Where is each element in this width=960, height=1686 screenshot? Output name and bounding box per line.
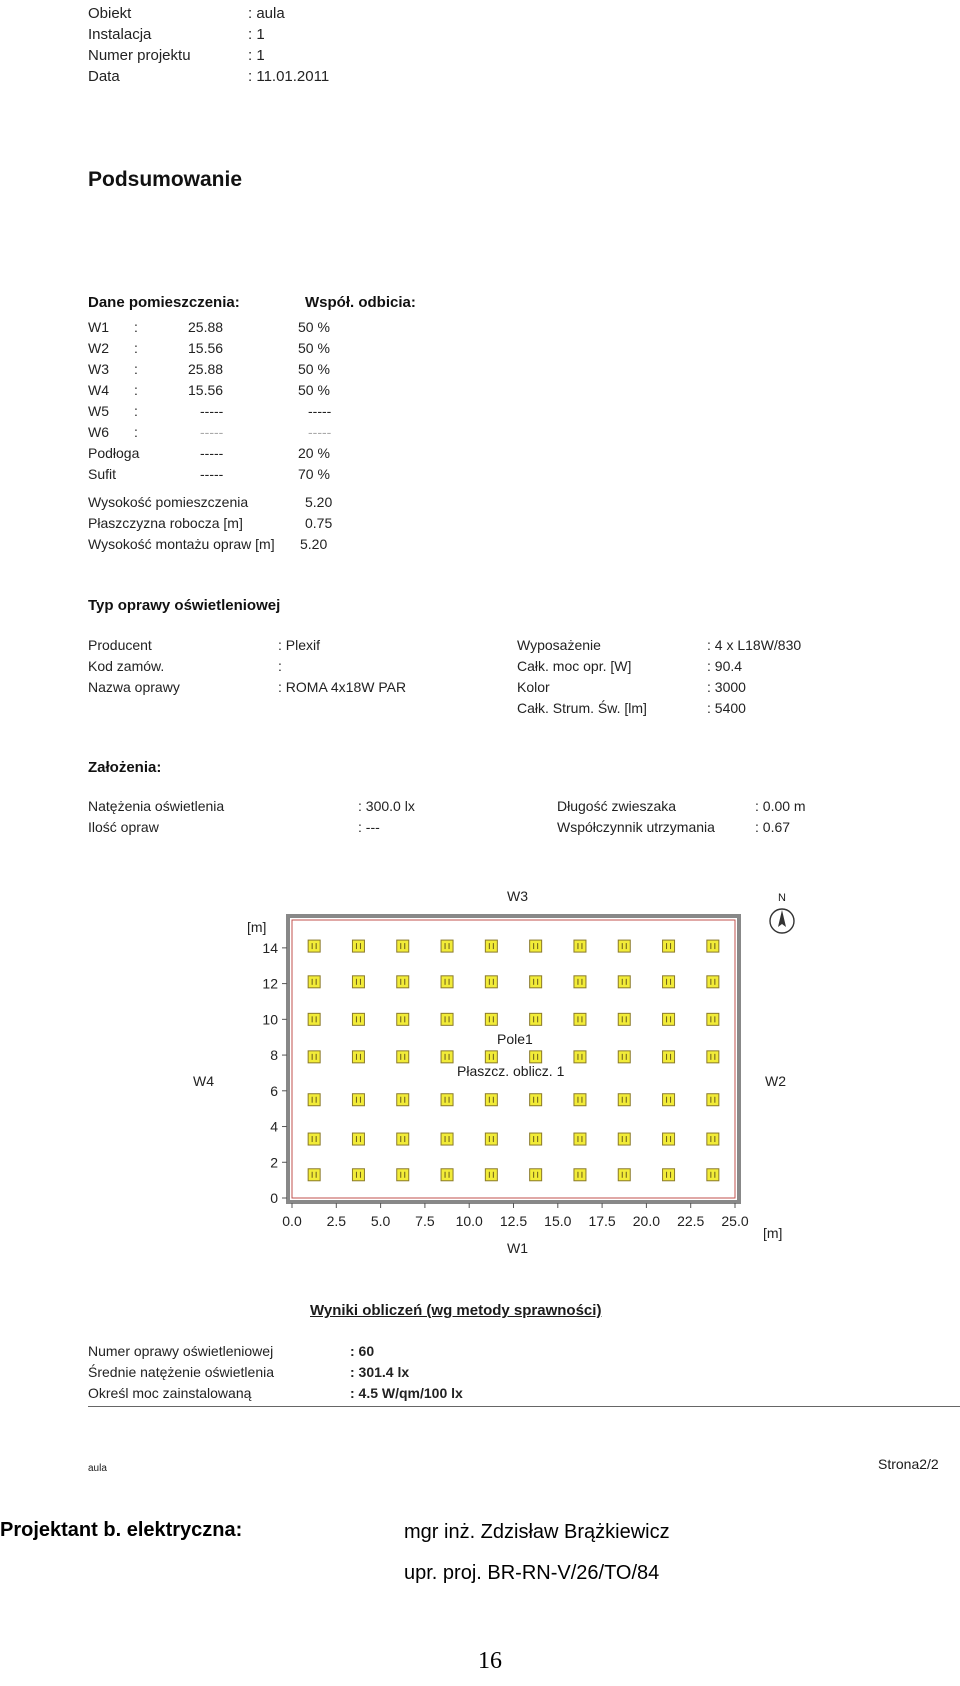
y-tick-label: 4 bbox=[270, 1118, 278, 1135]
mean-illuminance-value: : 301.4 lx bbox=[350, 1364, 410, 1380]
total-power-value: : 90.4 bbox=[707, 658, 743, 674]
x-tick-label: 12.5 bbox=[499, 1213, 528, 1229]
work-plane-value: 0.75 bbox=[305, 515, 333, 531]
y-tick-label: 10 bbox=[262, 1011, 278, 1028]
luminaire-marker bbox=[574, 940, 586, 952]
equipment-value: : 4 x L18W/830 bbox=[707, 637, 802, 653]
north-label: N bbox=[778, 892, 786, 904]
luminaire-marker bbox=[441, 1133, 453, 1145]
luminaire-marker bbox=[663, 1013, 675, 1025]
x-tick-label: 22.5 bbox=[677, 1213, 705, 1229]
wall-length: ----- bbox=[200, 403, 224, 419]
wall-separator: : bbox=[134, 382, 138, 398]
luminaire-marker bbox=[574, 1051, 586, 1063]
work-plane-label: Płaszczyzna robocza [m] bbox=[88, 515, 243, 531]
luminaire-marker bbox=[352, 1133, 364, 1145]
floor-label: Podłoga bbox=[88, 445, 140, 461]
luminaire-marker bbox=[485, 1051, 497, 1063]
luminaire-marker bbox=[485, 1094, 497, 1106]
luminaire-marker bbox=[574, 1094, 586, 1106]
luminaire-marker bbox=[530, 976, 542, 988]
wall-label-top: W3 bbox=[507, 888, 528, 904]
luminaire-marker bbox=[663, 1094, 675, 1106]
x-tick-label: 17.5 bbox=[588, 1213, 616, 1229]
y-axis-unit: [m] bbox=[247, 919, 267, 935]
wall-name: W5 bbox=[88, 403, 109, 419]
x-tick-label: 25.0 bbox=[721, 1213, 749, 1229]
luminaire-marker bbox=[707, 940, 719, 952]
luminaire-count-label: Ilość opraw bbox=[88, 819, 159, 835]
luminaire-marker bbox=[352, 1051, 364, 1063]
luminaire-number-label: Numer oprawy oświetleniowej bbox=[88, 1343, 274, 1359]
luminaire-marker bbox=[485, 1013, 497, 1025]
wall-reflectance: 50 % bbox=[298, 340, 330, 356]
luminaire-marker bbox=[397, 1094, 409, 1106]
luminaire-marker bbox=[308, 1169, 320, 1181]
x-tick-label: 0.0 bbox=[282, 1213, 302, 1229]
room-height-label: Wysokość pomieszczenia bbox=[88, 494, 249, 510]
luminaire-marker bbox=[352, 1094, 364, 1106]
header-value-installation: : 1 bbox=[248, 26, 265, 43]
x-tick-label: 7.5 bbox=[415, 1213, 435, 1229]
printout-footer-right: Strona2/2 bbox=[878, 1456, 939, 1472]
luminaire-marker bbox=[707, 1169, 719, 1181]
assumptions-heading: Założenia: bbox=[88, 759, 162, 776]
calculation-plane-label: Płaszcz. oblicz. 1 bbox=[457, 1063, 565, 1079]
luminaire-marker bbox=[441, 1051, 453, 1063]
luminaire-marker bbox=[574, 1169, 586, 1181]
results-divider bbox=[88, 1406, 960, 1407]
floor-reflectance: 20 % bbox=[298, 445, 330, 461]
manufacturer-value: : Plexif bbox=[278, 637, 321, 653]
ceiling-reflectance: 70 % bbox=[298, 466, 330, 482]
ceiling-value: ----- bbox=[200, 466, 224, 482]
luminaire-number-value: : 60 bbox=[350, 1343, 375, 1359]
wall-length: 25.88 bbox=[188, 319, 224, 335]
luminaire-marker bbox=[352, 1169, 364, 1181]
wall-name: W4 bbox=[88, 382, 109, 398]
floor-value: ----- bbox=[200, 445, 224, 461]
luminaire-marker bbox=[441, 976, 453, 988]
color-label: Kolor bbox=[517, 679, 550, 695]
y-tick-label: 2 bbox=[270, 1154, 278, 1171]
wall-separator: : bbox=[134, 424, 138, 440]
x-tick-label: 15.0 bbox=[544, 1213, 572, 1229]
luminaire-marker bbox=[530, 1169, 542, 1181]
wall-separator: : bbox=[134, 361, 138, 377]
luminaire-marker bbox=[618, 1094, 630, 1106]
luminaire-marker bbox=[308, 976, 320, 988]
illuminance-label: Natężenia oświetlenia bbox=[88, 798, 225, 814]
luminaire-count-value: : --- bbox=[358, 819, 380, 835]
y-tick-label: 6 bbox=[270, 1082, 278, 1099]
luminaire-marker bbox=[530, 1133, 542, 1145]
results-heading: Wyniki obliczeń (wg metody sprawności) bbox=[310, 1302, 602, 1319]
wall-reflectance: ----- bbox=[308, 403, 332, 419]
luminaire-marker bbox=[618, 1169, 630, 1181]
wall-length: ----- bbox=[200, 424, 224, 440]
equipment-label: Wyposażenie bbox=[517, 637, 601, 653]
luminaire-marker bbox=[308, 1051, 320, 1063]
luminaire-marker bbox=[397, 1169, 409, 1181]
header-value-object: : aula bbox=[248, 5, 285, 22]
luminaire-marker bbox=[530, 1013, 542, 1025]
luminaire-heading: Typ oprawy oświetleniowej bbox=[88, 597, 281, 614]
wall-separator: : bbox=[134, 340, 138, 356]
luminaire-marker bbox=[352, 940, 364, 952]
luminaire-marker bbox=[707, 1133, 719, 1145]
luminaire-marker bbox=[530, 1051, 542, 1063]
wall-separator: : bbox=[134, 403, 138, 419]
luminaire-marker bbox=[441, 1094, 453, 1106]
luminaire-marker bbox=[397, 1051, 409, 1063]
suspension-length-label: Długość zwieszaka bbox=[557, 798, 677, 814]
wall-length: 25.88 bbox=[188, 361, 224, 377]
wall-label-left: W4 bbox=[193, 1073, 214, 1089]
luminaire-marker bbox=[397, 1013, 409, 1025]
x-tick-label: 2.5 bbox=[326, 1213, 347, 1229]
designer-name: mgr inż. Zdzisław Brążkiewicz bbox=[404, 1521, 670, 1543]
luminaire-marker bbox=[352, 1013, 364, 1025]
wall-name: W3 bbox=[88, 361, 109, 377]
header-value-date: : 11.01.2011 bbox=[248, 68, 330, 85]
wall-label-right: W2 bbox=[765, 1073, 786, 1089]
luminaire-marker bbox=[574, 1013, 586, 1025]
illuminance-value: : 300.0 lx bbox=[358, 798, 415, 814]
luminaire-marker bbox=[618, 976, 630, 988]
luminaire-name-value: : ROMA 4x18W PAR bbox=[278, 679, 407, 695]
wall-name: W2 bbox=[88, 340, 109, 356]
installed-power-label: Określ moc zainstalowaną bbox=[88, 1385, 252, 1401]
maintenance-factor-label: Współczynnik utrzymania bbox=[557, 819, 715, 835]
luminaire-marker bbox=[308, 1133, 320, 1145]
wall-label-bottom: W1 bbox=[507, 1240, 528, 1256]
luminaire-marker bbox=[618, 1133, 630, 1145]
room-height-value: 5.20 bbox=[305, 494, 333, 510]
printout-footer-left: aula bbox=[88, 1463, 107, 1474]
luminaire-marker bbox=[618, 1051, 630, 1063]
summary-title: Podsumowanie bbox=[88, 168, 243, 191]
mean-illuminance-label: Średnie natężenie oświetlenia bbox=[88, 1364, 275, 1380]
luminaire-marker bbox=[574, 976, 586, 988]
luminaire-marker bbox=[485, 1133, 497, 1145]
y-tick-label: 12 bbox=[262, 975, 278, 992]
header-label-date: Data bbox=[88, 68, 120, 85]
luminaire-marker bbox=[485, 976, 497, 988]
y-tick-label: 8 bbox=[270, 1047, 278, 1064]
luminaire-marker bbox=[707, 976, 719, 988]
luminaire-marker bbox=[707, 1013, 719, 1025]
luminaire-marker bbox=[397, 1133, 409, 1145]
ceiling-label: Sufit bbox=[88, 466, 117, 482]
luminaire-marker bbox=[308, 940, 320, 952]
luminaire-marker bbox=[530, 1094, 542, 1106]
mounting-height-value: 5.20 bbox=[300, 536, 328, 552]
luminaire-marker bbox=[441, 1169, 453, 1181]
wall-length: 15.56 bbox=[188, 340, 224, 356]
color-value: : 3000 bbox=[707, 679, 746, 695]
maintenance-factor-value: : 0.67 bbox=[755, 819, 791, 835]
manufacturer-label: Producent bbox=[88, 637, 152, 653]
luminaire-marker bbox=[618, 1013, 630, 1025]
total-flux-label: Całk. Strum. Św. [lm] bbox=[517, 700, 647, 716]
luminaire-name-label: Nazwa oprawy bbox=[88, 679, 180, 695]
total-flux-value: : 5400 bbox=[707, 700, 746, 716]
y-tick-label: 14 bbox=[262, 939, 278, 956]
luminaire-marker bbox=[530, 940, 542, 952]
header-label-project-number: Numer projektu bbox=[88, 47, 191, 64]
luminaire-marker bbox=[441, 1013, 453, 1025]
luminaire-marker bbox=[441, 940, 453, 952]
header-value-project-number: : 1 bbox=[248, 47, 265, 64]
luminaire-marker bbox=[397, 976, 409, 988]
x-tick-label: 10.0 bbox=[455, 1213, 483, 1229]
wall-length: 15.56 bbox=[188, 382, 224, 398]
total-power-label: Całk. moc opr. [W] bbox=[517, 658, 632, 674]
wall-name: W6 bbox=[88, 424, 109, 440]
wall-separator: : bbox=[134, 319, 138, 335]
wall-reflectance: 50 % bbox=[298, 382, 330, 398]
x-axis-unit: [m] bbox=[763, 1225, 783, 1241]
wall-name: W1 bbox=[88, 319, 109, 335]
luminaire-marker bbox=[663, 1169, 675, 1181]
reflectance-heading: Współ. odbicia: bbox=[305, 294, 416, 311]
luminaire-marker bbox=[308, 1013, 320, 1025]
order-code-value: : bbox=[278, 658, 282, 674]
luminaire-marker bbox=[352, 976, 364, 988]
luminaire-marker bbox=[308, 1094, 320, 1106]
wall-reflectance: 50 % bbox=[298, 361, 330, 377]
luminaire-marker bbox=[707, 1051, 719, 1063]
luminaire-marker bbox=[485, 1169, 497, 1181]
page-number: 16 bbox=[478, 1648, 502, 1674]
suspension-length-value: : 0.00 m bbox=[755, 798, 806, 814]
installed-power-value: : 4.5 W/qm/100 lx bbox=[350, 1385, 463, 1401]
field-label: Pole1 bbox=[497, 1031, 533, 1047]
order-code-label: Kod zamów. bbox=[88, 658, 165, 674]
header-label-object: Obiekt bbox=[88, 5, 132, 22]
luminaire-marker bbox=[663, 940, 675, 952]
luminaire-marker bbox=[397, 940, 409, 952]
designer-license: upr. proj. BR-RN-V/26/TO/84 bbox=[404, 1562, 660, 1584]
x-tick-label: 5.0 bbox=[370, 1213, 391, 1229]
x-tick-label: 20.0 bbox=[632, 1213, 661, 1229]
designer-role: Projektant b. elektryczna: bbox=[0, 1519, 243, 1541]
y-tick-label: 0 bbox=[270, 1190, 278, 1206]
wall-reflectance: ----- bbox=[308, 424, 332, 440]
luminaire-marker bbox=[663, 1051, 675, 1063]
room-data-heading: Dane pomieszczenia: bbox=[88, 294, 240, 311]
luminaire-marker bbox=[707, 1094, 719, 1106]
luminaire-marker bbox=[618, 940, 630, 952]
luminaire-marker bbox=[574, 1133, 586, 1145]
luminaire-marker bbox=[485, 940, 497, 952]
luminaire-marker bbox=[663, 1133, 675, 1145]
wall-reflectance: 50 % bbox=[298, 319, 330, 335]
luminaire-marker bbox=[663, 976, 675, 988]
mounting-height-label: Wysokość montażu opraw [m] bbox=[88, 536, 275, 552]
header-label-installation: Instalacja bbox=[88, 26, 152, 43]
